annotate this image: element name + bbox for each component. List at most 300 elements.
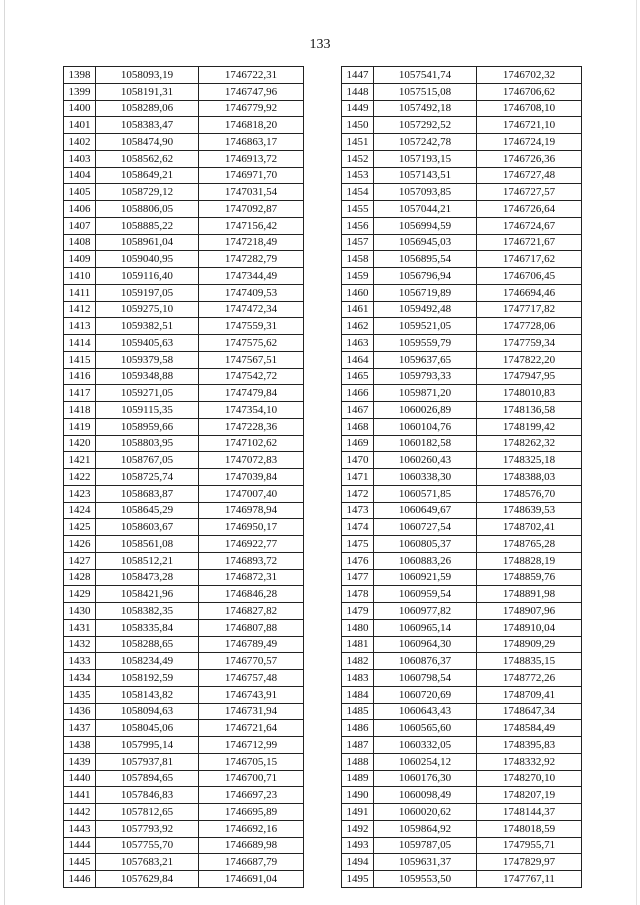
point-number-cell: 1491 (342, 804, 374, 821)
table-row (64, 217, 304, 234)
y-coordinate-cell: 1746971,70 (199, 167, 304, 184)
table-row (342, 368, 582, 385)
point-number-cell: 1440 (64, 770, 96, 787)
table-row (342, 318, 582, 335)
x-coordinate-cell: 1058806,05 (96, 201, 199, 218)
y-coordinate-cell: 1746712,99 (199, 737, 304, 754)
x-coordinate-cell: 1057242,78 (374, 134, 477, 151)
y-coordinate-cell: 1746697,23 (199, 787, 304, 804)
y-coordinate-cell: 1747007,40 (199, 485, 304, 502)
table-row (342, 83, 582, 100)
point-number-cell: 1454 (342, 184, 374, 201)
y-coordinate-cell: 1747472,34 (199, 301, 304, 318)
point-number-cell: 1464 (342, 351, 374, 368)
table-row (342, 351, 582, 368)
y-coordinate-cell: 1748325,18 (477, 452, 582, 469)
y-coordinate-cell: 1748584,49 (477, 720, 582, 737)
x-coordinate-cell: 1057193,15 (374, 150, 477, 167)
table-row (64, 569, 304, 586)
x-coordinate-cell: 1058234,49 (96, 653, 199, 670)
x-coordinate-cell: 1057995,14 (96, 737, 199, 754)
table-row (64, 720, 304, 737)
point-number-cell: 1473 (342, 502, 374, 519)
y-coordinate-cell: 1746721,67 (477, 234, 582, 251)
point-number-cell: 1434 (64, 670, 96, 687)
y-coordinate-cell: 1747575,62 (199, 335, 304, 352)
table-row (64, 167, 304, 184)
table-row (342, 737, 582, 754)
table-row (342, 469, 582, 486)
y-coordinate-cell: 1748207,19 (477, 787, 582, 804)
x-coordinate-cell: 1060182,58 (374, 435, 477, 452)
point-number-cell: 1411 (64, 284, 96, 301)
table-row (342, 686, 582, 703)
x-coordinate-cell: 1060883,26 (374, 552, 477, 569)
x-coordinate-cell: 1057093,85 (374, 184, 477, 201)
x-coordinate-cell: 1059405,63 (96, 335, 199, 352)
table-row (64, 67, 304, 84)
x-coordinate-cell: 1058191,31 (96, 83, 199, 100)
point-number-cell: 1445 (64, 854, 96, 871)
x-coordinate-cell: 1058289,06 (96, 100, 199, 117)
table-row (342, 603, 582, 620)
y-coordinate-cell: 1746726,64 (477, 201, 582, 218)
y-coordinate-cell: 1746743,91 (199, 686, 304, 703)
x-coordinate-cell: 1058143,82 (96, 686, 199, 703)
point-number-cell: 1404 (64, 167, 96, 184)
table-row (64, 502, 304, 519)
x-coordinate-cell: 1060649,67 (374, 502, 477, 519)
table-row (64, 536, 304, 553)
point-number-cell: 1407 (64, 217, 96, 234)
y-coordinate-cell: 1746724,67 (477, 217, 582, 234)
y-coordinate-cell: 1747156,42 (199, 217, 304, 234)
x-coordinate-cell: 1058803,95 (96, 435, 199, 452)
point-number-cell: 1471 (342, 469, 374, 486)
y-coordinate-cell: 1746692,16 (199, 820, 304, 837)
x-coordinate-cell: 1060921,59 (374, 569, 477, 586)
table-row (64, 603, 304, 620)
y-coordinate-cell: 1746747,96 (199, 83, 304, 100)
y-coordinate-cell: 1746727,48 (477, 167, 582, 184)
x-coordinate-cell: 1057937,81 (96, 753, 199, 770)
x-coordinate-cell: 1058729,12 (96, 184, 199, 201)
point-number-cell: 1427 (64, 552, 96, 569)
x-coordinate-cell: 1056994,59 (374, 217, 477, 234)
table-row (342, 770, 582, 787)
table-row (342, 670, 582, 687)
y-coordinate-cell: 1746727,57 (477, 184, 582, 201)
y-coordinate-cell: 1748702,41 (477, 519, 582, 536)
x-coordinate-cell: 1058561,08 (96, 536, 199, 553)
x-coordinate-cell: 1057683,21 (96, 854, 199, 871)
x-coordinate-cell: 1058603,67 (96, 519, 199, 536)
y-coordinate-cell: 1746705,15 (199, 753, 304, 770)
table-row (64, 653, 304, 670)
y-coordinate-cell: 1748388,03 (477, 469, 582, 486)
point-number-cell: 1451 (342, 134, 374, 151)
table-row (64, 184, 304, 201)
table-row (342, 569, 582, 586)
table-row (342, 284, 582, 301)
y-coordinate-cell: 1746722,31 (199, 67, 304, 84)
table-row (342, 435, 582, 452)
x-coordinate-cell: 1058421,96 (96, 586, 199, 603)
point-number-cell: 1463 (342, 335, 374, 352)
point-number-cell: 1477 (342, 569, 374, 586)
x-coordinate-cell: 1057755,70 (96, 837, 199, 854)
point-number-cell: 1481 (342, 636, 374, 653)
x-coordinate-cell: 1058288,65 (96, 636, 199, 653)
x-coordinate-cell: 1058885,22 (96, 217, 199, 234)
table-row (64, 268, 304, 285)
point-number-cell: 1475 (342, 536, 374, 553)
x-coordinate-cell: 1058045,06 (96, 720, 199, 737)
point-number-cell: 1494 (342, 854, 374, 871)
table-row (342, 586, 582, 603)
table-row (342, 619, 582, 636)
y-coordinate-cell: 1747955,71 (477, 837, 582, 854)
x-coordinate-cell: 1060338,30 (374, 469, 477, 486)
x-coordinate-cell: 1059864,92 (374, 820, 477, 837)
point-number-cell: 1486 (342, 720, 374, 737)
point-number-cell: 1416 (64, 368, 96, 385)
x-coordinate-cell: 1058683,87 (96, 485, 199, 502)
y-coordinate-cell: 1746702,32 (477, 67, 582, 84)
y-coordinate-cell: 1746695,89 (199, 804, 304, 821)
x-coordinate-cell: 1060571,85 (374, 485, 477, 502)
table-row (64, 435, 304, 452)
y-coordinate-cell: 1746687,79 (199, 854, 304, 871)
y-coordinate-cell: 1747228,36 (199, 418, 304, 435)
y-coordinate-cell: 1748909,29 (477, 636, 582, 653)
point-number-cell: 1443 (64, 820, 96, 837)
x-coordinate-cell: 1059521,05 (374, 318, 477, 335)
x-coordinate-cell: 1057629,84 (96, 871, 199, 888)
table-row (342, 787, 582, 804)
point-number-cell: 1422 (64, 469, 96, 486)
x-coordinate-cell: 1060260,43 (374, 452, 477, 469)
point-number-cell: 1423 (64, 485, 96, 502)
point-number-cell: 1413 (64, 318, 96, 335)
table-row (342, 335, 582, 352)
x-coordinate-cell: 1058645,29 (96, 502, 199, 519)
x-coordinate-cell: 1060565,60 (374, 720, 477, 737)
y-coordinate-cell: 1747031,54 (199, 184, 304, 201)
x-coordinate-cell: 1056945,03 (374, 234, 477, 251)
point-number-cell: 1470 (342, 452, 374, 469)
y-coordinate-cell: 1747567,51 (199, 351, 304, 368)
table-row (342, 703, 582, 720)
table-row (342, 268, 582, 285)
x-coordinate-cell: 1059637,65 (374, 351, 477, 368)
point-number-cell: 1455 (342, 201, 374, 218)
y-coordinate-cell: 1746913,72 (199, 150, 304, 167)
table-row (64, 83, 304, 100)
table-row (342, 753, 582, 770)
x-coordinate-cell: 1057044,21 (374, 201, 477, 218)
table-row (342, 301, 582, 318)
point-number-cell: 1469 (342, 435, 374, 452)
table-row (64, 737, 304, 754)
point-number-cell: 1478 (342, 586, 374, 603)
x-coordinate-cell: 1057143,51 (374, 167, 477, 184)
x-coordinate-cell: 1059379,58 (96, 351, 199, 368)
x-coordinate-cell: 1059553,50 (374, 871, 477, 888)
point-number-cell: 1418 (64, 402, 96, 419)
point-number-cell: 1409 (64, 251, 96, 268)
y-coordinate-cell: 1746863,17 (199, 134, 304, 151)
y-coordinate-cell: 1746721,10 (477, 117, 582, 134)
table-row (64, 100, 304, 117)
x-coordinate-cell: 1060798,54 (374, 670, 477, 687)
y-coordinate-cell: 1746893,72 (199, 552, 304, 569)
table-row (64, 703, 304, 720)
table-row (342, 100, 582, 117)
x-coordinate-cell: 1060965,14 (374, 619, 477, 636)
table-row (342, 820, 582, 837)
table-row (64, 686, 304, 703)
table-row (342, 871, 582, 888)
y-coordinate-cell: 1748010,83 (477, 385, 582, 402)
table-row (64, 820, 304, 837)
x-coordinate-cell: 1058725,74 (96, 469, 199, 486)
x-coordinate-cell: 1059492,48 (374, 301, 477, 318)
point-number-cell: 1437 (64, 720, 96, 737)
table-row (64, 854, 304, 871)
y-coordinate-cell: 1746724,19 (477, 134, 582, 151)
point-number-cell: 1465 (342, 368, 374, 385)
point-number-cell: 1458 (342, 251, 374, 268)
x-coordinate-cell: 1058094,63 (96, 703, 199, 720)
x-coordinate-cell: 1060959,54 (374, 586, 477, 603)
x-coordinate-cell: 1056796,94 (374, 268, 477, 285)
x-coordinate-cell: 1059793,33 (374, 368, 477, 385)
x-coordinate-cell: 1059787,05 (374, 837, 477, 854)
y-coordinate-cell: 1747728,06 (477, 318, 582, 335)
y-coordinate-cell: 1748828,19 (477, 552, 582, 569)
y-coordinate-cell: 1746757,48 (199, 670, 304, 687)
x-coordinate-cell: 1059559,79 (374, 335, 477, 352)
point-number-cell: 1489 (342, 770, 374, 787)
y-coordinate-cell: 1747947,95 (477, 368, 582, 385)
point-number-cell: 1433 (64, 653, 96, 670)
table-row (64, 385, 304, 402)
point-number-cell: 1449 (342, 100, 374, 117)
point-number-cell: 1492 (342, 820, 374, 837)
table-row (64, 787, 304, 804)
table-row (64, 837, 304, 854)
x-coordinate-cell: 1057846,83 (96, 787, 199, 804)
table-row (342, 385, 582, 402)
y-coordinate-cell: 1747344,49 (199, 268, 304, 285)
x-coordinate-cell: 1058959,66 (96, 418, 199, 435)
point-number-cell: 1424 (64, 502, 96, 519)
table-row (342, 234, 582, 251)
table-row (342, 552, 582, 569)
table-row (342, 167, 582, 184)
table-row (342, 536, 582, 553)
x-coordinate-cell: 1060977,82 (374, 603, 477, 620)
point-number-cell: 1482 (342, 653, 374, 670)
point-number-cell: 1462 (342, 318, 374, 335)
table-row (64, 335, 304, 352)
point-number-cell: 1488 (342, 753, 374, 770)
point-number-cell: 1436 (64, 703, 96, 720)
table-row (64, 418, 304, 435)
y-coordinate-cell: 1746807,88 (199, 619, 304, 636)
x-coordinate-cell: 1060727,54 (374, 519, 477, 536)
point-number-cell: 1487 (342, 737, 374, 754)
y-coordinate-cell: 1748910,04 (477, 619, 582, 636)
table-row (342, 67, 582, 84)
point-number-cell: 1484 (342, 686, 374, 703)
table-row (64, 770, 304, 787)
y-coordinate-cell: 1747759,34 (477, 335, 582, 352)
x-coordinate-cell: 1060176,30 (374, 770, 477, 787)
point-number-cell: 1457 (342, 234, 374, 251)
y-coordinate-cell: 1748709,41 (477, 686, 582, 703)
y-coordinate-cell: 1748136,58 (477, 402, 582, 419)
point-number-cell: 1468 (342, 418, 374, 435)
x-coordinate-cell: 1058649,21 (96, 167, 199, 184)
y-coordinate-cell: 1747479,84 (199, 385, 304, 402)
table-row (342, 636, 582, 653)
point-number-cell: 1483 (342, 670, 374, 687)
point-number-cell: 1414 (64, 335, 96, 352)
x-coordinate-cell: 1060720,69 (374, 686, 477, 703)
x-coordinate-cell: 1058512,21 (96, 552, 199, 569)
x-coordinate-cell: 1060805,37 (374, 536, 477, 553)
x-coordinate-cell: 1058335,84 (96, 619, 199, 636)
point-number-cell: 1456 (342, 217, 374, 234)
x-coordinate-cell: 1058382,35 (96, 603, 199, 620)
x-coordinate-cell: 1059275,10 (96, 301, 199, 318)
y-coordinate-cell: 1746706,62 (477, 83, 582, 100)
y-coordinate-cell: 1747409,53 (199, 284, 304, 301)
y-coordinate-cell: 1747102,62 (199, 435, 304, 452)
point-number-cell: 1479 (342, 603, 374, 620)
coordinates-table-right-body (342, 67, 582, 888)
table-row (342, 402, 582, 419)
y-coordinate-cell: 1746689,98 (199, 837, 304, 854)
y-coordinate-cell: 1748907,96 (477, 603, 582, 620)
point-number-cell: 1472 (342, 485, 374, 502)
point-number-cell: 1446 (64, 871, 96, 888)
point-number-cell: 1447 (342, 67, 374, 84)
point-number-cell: 1444 (64, 837, 96, 854)
table-row (64, 636, 304, 653)
x-coordinate-cell: 1060876,37 (374, 653, 477, 670)
table-row (64, 318, 304, 335)
y-coordinate-cell: 1747717,82 (477, 301, 582, 318)
x-coordinate-cell: 1060020,62 (374, 804, 477, 821)
y-coordinate-cell: 1746789,49 (199, 636, 304, 653)
point-number-cell: 1460 (342, 284, 374, 301)
x-coordinate-cell: 1060026,89 (374, 402, 477, 419)
table-row (342, 418, 582, 435)
point-number-cell: 1412 (64, 301, 96, 318)
point-number-cell: 1441 (64, 787, 96, 804)
coordinates-table-right (341, 66, 582, 888)
x-coordinate-cell: 1059197,05 (96, 284, 199, 301)
y-coordinate-cell: 1746978,94 (199, 502, 304, 519)
table-row (64, 234, 304, 251)
x-coordinate-cell: 1058474,90 (96, 134, 199, 151)
y-coordinate-cell: 1748144,37 (477, 804, 582, 821)
table-row (64, 804, 304, 821)
point-number-cell: 1429 (64, 586, 96, 603)
table-row (64, 552, 304, 569)
table-row (64, 368, 304, 385)
x-coordinate-cell: 1059631,37 (374, 854, 477, 871)
x-coordinate-cell: 1058192,59 (96, 670, 199, 687)
x-coordinate-cell: 1057492,18 (374, 100, 477, 117)
y-coordinate-cell: 1748639,53 (477, 502, 582, 519)
table-row (342, 201, 582, 218)
point-number-cell: 1398 (64, 67, 96, 84)
y-coordinate-cell: 1748647,34 (477, 703, 582, 720)
y-coordinate-cell: 1747218,49 (199, 234, 304, 251)
x-coordinate-cell: 1059348,88 (96, 368, 199, 385)
y-coordinate-cell: 1746950,17 (199, 519, 304, 536)
table-row (64, 201, 304, 218)
y-coordinate-cell: 1747822,20 (477, 351, 582, 368)
x-coordinate-cell: 1058767,05 (96, 452, 199, 469)
y-coordinate-cell: 1747282,79 (199, 251, 304, 268)
x-coordinate-cell: 1060643,43 (374, 703, 477, 720)
point-number-cell: 1403 (64, 150, 96, 167)
x-coordinate-cell: 1057793,92 (96, 820, 199, 837)
x-coordinate-cell: 1056719,89 (374, 284, 477, 301)
y-coordinate-cell: 1746779,92 (199, 100, 304, 117)
y-coordinate-cell: 1748332,92 (477, 753, 582, 770)
x-coordinate-cell: 1059871,20 (374, 385, 477, 402)
table-row (64, 871, 304, 888)
y-coordinate-cell: 1748199,42 (477, 418, 582, 435)
y-coordinate-cell: 1746706,45 (477, 268, 582, 285)
point-number-cell: 1415 (64, 351, 96, 368)
point-number-cell: 1453 (342, 167, 374, 184)
y-coordinate-cell: 1746922,77 (199, 536, 304, 553)
table-row (64, 351, 304, 368)
point-number-cell: 1425 (64, 519, 96, 536)
table-row (64, 150, 304, 167)
point-number-cell: 1430 (64, 603, 96, 620)
y-coordinate-cell: 1747767,11 (477, 871, 582, 888)
y-coordinate-cell: 1746691,04 (199, 871, 304, 888)
y-coordinate-cell: 1748835,15 (477, 653, 582, 670)
scan-edge-right (636, 0, 637, 905)
x-coordinate-cell: 1059116,40 (96, 268, 199, 285)
y-coordinate-cell: 1748891,98 (477, 586, 582, 603)
y-coordinate-cell: 1747092,87 (199, 201, 304, 218)
x-coordinate-cell: 1060964,30 (374, 636, 477, 653)
point-number-cell: 1435 (64, 686, 96, 703)
point-number-cell: 1466 (342, 385, 374, 402)
table-row (342, 184, 582, 201)
point-number-cell: 1417 (64, 385, 96, 402)
table-row (64, 469, 304, 486)
coordinates-table-left (63, 66, 304, 888)
x-coordinate-cell: 1059040,95 (96, 251, 199, 268)
scan-edge-left (4, 0, 5, 905)
y-coordinate-cell: 1746770,57 (199, 653, 304, 670)
y-coordinate-cell: 1747559,31 (199, 318, 304, 335)
point-number-cell: 1406 (64, 201, 96, 218)
point-number-cell: 1438 (64, 737, 96, 754)
table-row (64, 452, 304, 469)
